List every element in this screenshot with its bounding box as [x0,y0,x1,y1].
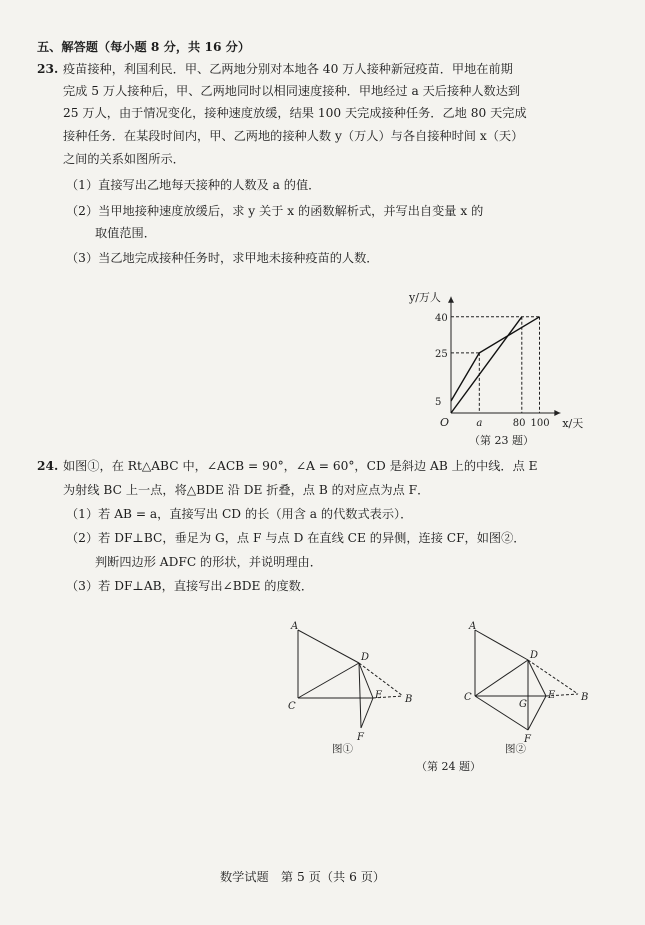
fig1-segment-DE [359,663,373,698]
fig2-caption: 图② [505,743,526,755]
x-tick-label: 80 [512,418,526,429]
x-axis-arrow [554,410,560,416]
fig2-label-E: E [548,690,556,701]
page-footer: 数学试题 第 5 页（共 6 页） [220,870,386,884]
fig1-label-E: E [375,690,383,701]
fig2-label-B: B [581,692,589,703]
y-tick-label: 5 [435,396,442,408]
section-header: 五、解答题（每小题 8 分，共 16 分） [37,40,251,54]
fig2-label-D: D [530,650,539,661]
fig1-label-F: F [357,732,364,743]
fig2-segment-DE [528,660,546,696]
fig1-label-A: A [291,621,299,632]
q24-line-2: 为射线 BC 上一点，将△BDE 沿 DE 折叠，点 B 的对应点为点 F． [63,483,430,497]
fig2-label-G: G [519,699,527,710]
series-line-jia [451,317,540,401]
fig2-label-F: F [524,734,531,745]
q24-part-2-cont: 判断四边形 ADFC 的形状，并说明理由． [95,555,322,569]
q24-number: 24. [37,459,59,473]
q23-line-2: 完成 5 万人接种后，甲、乙两地同时以相同速度接种．甲地经过 a 天后接种人数达到 [63,84,521,98]
fig1-label-C: C [288,701,296,712]
fig1-label-B: B [405,694,413,705]
fig2-segment-DB-dashed [528,660,578,694]
fig1-label-D: D [361,652,370,663]
q24-part-2: （2）若 DF⊥BC，垂足为 G，点 F 与点 D 在直线 CE 的异侧，连接 CF，如图②． [66,531,526,545]
fig2-label-C: C [464,692,472,703]
fig2-segment-AD [475,630,528,660]
x-tick-label: 100 [530,418,550,429]
q23-number: 23. [37,62,59,76]
q23-line-3: 25 万人，由于情况变化，接种速度放缓，结果 100 天完成接种任务．乙地 80 天完成 [63,106,527,120]
fig2-segment-EF [528,696,546,730]
q23-part-3: （3）当乙地完成接种任务时，求甲地未接种疫苗的人数． [66,251,379,265]
q24-figure-1 [285,618,420,758]
q24-caption: （第 24 题） [416,760,481,773]
q23-line-5: 之间的关系如图所示． [63,152,185,166]
y-tick-label: 40 [435,312,448,324]
x-axis-label: x/天 [562,417,584,430]
fig1-segment-DF [359,663,361,728]
q23-line-1: 疫苗接种，利国利民．甲、乙两地分别对本地各 40 万人接种新冠疫苗．甲地在前期 [63,62,513,76]
q24-figure-2 [460,618,600,758]
q23-part-2-cont: 取值范围． [95,226,156,240]
fig2-segment-CD [475,660,528,696]
y-axis-arrow [448,297,454,303]
q24-part-1: （1）若 AB = a，直接写出 CD 的长（用含 a 的代数式表示）． [66,507,413,521]
series-line-yi [451,317,522,413]
q23-part-1: （1）直接写出乙地每天接种的人数及 a 的值． [66,178,321,192]
chart-caption: （第 23 题） [469,434,534,447]
fig2-label-A: A [469,621,477,632]
y-axis-label: y/万人 [409,290,441,304]
fig1-segment-AD [298,630,359,663]
origin-label: O [440,416,450,429]
q23-chart-group [408,291,583,447]
x-tick-label: a [476,418,483,429]
fig1-caption: 图① [332,743,353,755]
q24-part-3: （3）若 DF⊥AB，直接写出∠BDE 的度数． [66,579,314,593]
fig1-segment-CD [298,663,359,698]
q24-line-1: 如图①，在 Rt△ABC 中，∠ACB = 90°，∠A = 60°，CD 是斜边 AB 上的中线．点 E [63,459,538,473]
q23-line-4: 接种任务．在某段时间内，甲、乙两地的接种人数 y（万人）与各自接种时间 x（天） [63,129,524,143]
y-tick-label: 25 [435,348,448,360]
fig1-segment-EF [361,698,373,728]
q23-part-2: （2）当甲地接种速度放缓后，求 y 关于 x 的函数解析式，并写出自变量 x 的 [66,204,484,218]
